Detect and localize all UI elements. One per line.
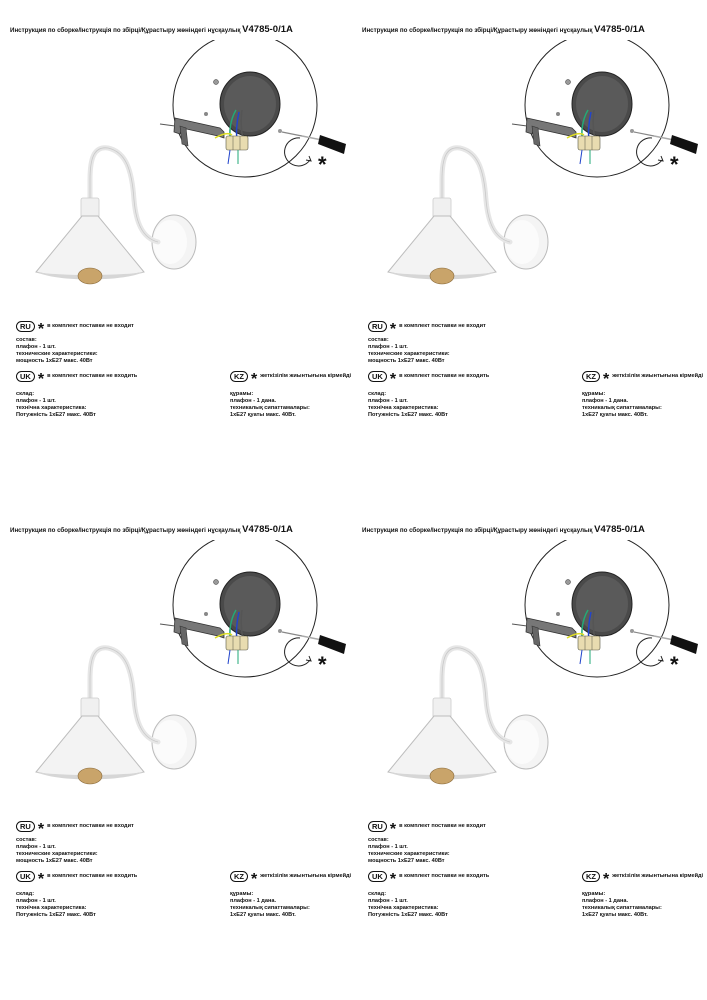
instruction-panel <box>362 510 702 990</box>
ru-note-row: RU * в комплект поставки не входит <box>16 321 134 332</box>
asterisk-icon: * <box>389 820 397 838</box>
lang-badge-ru: RU <box>16 821 35 832</box>
kz-note-row: KZ * жеткізілім жиынтығына кірмейді <box>230 871 351 882</box>
assembly-detail <box>512 540 669 677</box>
uk-specs: склад: плафон - 1 шт. технічна характеристика: Потужність 1хE27 макс. 40Вт <box>16 391 96 419</box>
assembly-detail <box>512 40 669 177</box>
asterisk-icon: * <box>389 370 397 388</box>
asterisk-icon: * <box>37 370 45 388</box>
ru-specs: состав: плафон - 1 шт. технические характеристики: мощность 1хE27 макс. 40Вт <box>16 337 98 365</box>
kz-specs: құрамы: плафон - 1 дана. техникалық сипаттамалары: 1хE27 қуаты макс. 40Вт. <box>230 891 310 919</box>
assembly-detail <box>160 40 317 177</box>
lang-badge-ru: RU <box>368 321 387 332</box>
uk-specs: склад: плафон - 1 шт. технічна характеристика: Потужність 1хE27 макс. 40Вт <box>368 391 448 419</box>
kz-specs: құрамы: плафон - 1 дана. техникалық сипаттамалары: 1хE27 қуаты макс. 40Вт. <box>582 391 662 419</box>
uk-note-row: UK * в комплект поставки не входить <box>16 371 137 382</box>
ru-note-row: RU * в комплект поставки не входит <box>368 821 486 832</box>
lang-badge-kz: KZ <box>582 871 600 882</box>
ru-note-row: RU * в комплект поставки не входит <box>368 321 486 332</box>
assembly-detail <box>160 540 317 677</box>
lang-badge-kz: KZ <box>582 371 600 382</box>
instruction-title: Инструкция по сборке/Інструкція по збірці/Құрастыру жөніндегі нұсқаулық V4785-0/1A <box>10 24 293 35</box>
kz-note-row: KZ * жеткізілім жиынтығына кірмейді <box>582 871 703 882</box>
lamp <box>36 148 196 284</box>
instruction-title: Инструкция по сборке/Інструкція по збірці/Құрастыру жөніндегі нұсқаулық V4785-0/1A <box>362 24 645 35</box>
lang-badge-kz: KZ <box>230 871 248 882</box>
lamp-illustration <box>362 540 702 790</box>
lang-badge-uk: UK <box>16 871 35 882</box>
asterisk-icon: * <box>251 870 258 888</box>
uk-note-row: UK * в комплект поставки не входить <box>368 871 489 882</box>
asterisk-icon: * <box>318 152 327 177</box>
asterisk-icon: * <box>389 320 397 338</box>
lamp <box>388 148 548 284</box>
ru-note-row: RU * в комплект поставки не входит <box>16 821 134 832</box>
lamp-illustration <box>10 40 350 290</box>
asterisk-icon: * <box>603 370 610 388</box>
kz-specs: құрамы: плафон - 1 дана. техникалық сипаттамалары: 1хE27 қуаты макс. 40Вт. <box>230 391 310 419</box>
kz-specs: құрамы: плафон - 1 дана. техникалық сипаттамалары: 1хE27 қуаты макс. 40Вт. <box>582 891 662 919</box>
ru-specs: состав: плафон - 1 шт. технические характеристики: мощность 1хE27 макс. 40Вт <box>16 837 98 865</box>
lang-badge-uk: UK <box>368 371 387 382</box>
asterisk-icon: * <box>37 320 45 338</box>
lamp-illustration <box>362 40 702 290</box>
uk-specs: склад: плафон - 1 шт. технічна характеристика: Потужність 1хE27 макс. 40Вт <box>16 891 96 919</box>
asterisk-icon: * <box>670 152 679 177</box>
instruction-title: Инструкция по сборке/Інструкція по збірці/Құрастыру жөніндегі нұсқаулық V4785-0/1A <box>10 524 293 535</box>
lang-badge-uk: UK <box>16 371 35 382</box>
uk-specs: склад: плафон - 1 шт. технічна характеристика: Потужність 1хE27 макс. 40Вт <box>368 891 448 919</box>
lang-badge-kz: KZ <box>230 371 248 382</box>
lamp <box>388 648 548 784</box>
lang-badge-ru: RU <box>16 321 35 332</box>
asterisk-icon: * <box>670 652 679 677</box>
uk-note-row: UK * в комплект поставки не входить <box>368 371 489 382</box>
kz-note-row: KZ * жеткізілім жиынтығына кірмейді <box>230 371 351 382</box>
asterisk-icon: * <box>37 820 45 838</box>
ru-specs: состав: плафон - 1 шт. технические характеристики: мощность 1хE27 макс. 40Вт <box>368 837 450 865</box>
model-number: V4785-0/1A <box>594 24 645 35</box>
lang-badge-uk: UK <box>368 871 387 882</box>
lamp <box>36 648 196 784</box>
uk-note-row: UK * в комплект поставки не входить <box>16 871 137 882</box>
asterisk-icon: * <box>603 870 610 888</box>
instruction-panel <box>10 10 350 490</box>
model-number: V4785-0/1A <box>242 524 293 535</box>
asterisk-icon: * <box>251 370 258 388</box>
lang-badge-ru: RU <box>368 821 387 832</box>
model-number: V4785-0/1A <box>594 524 645 535</box>
instruction-panel <box>10 510 350 990</box>
instruction-title: Инструкция по сборке/Інструкція по збірці/Құрастыру жөніндегі нұсқаулық V4785-0/1A <box>362 524 645 535</box>
instruction-panel <box>362 10 702 490</box>
asterisk-icon: * <box>389 870 397 888</box>
ru-specs: состав: плафон - 1 шт. технические характеристики: мощность 1хE27 макс. 40Вт <box>368 337 450 365</box>
kz-note-row: KZ * жеткізілім жиынтығына кірмейді <box>582 371 703 382</box>
asterisk-icon: * <box>318 652 327 677</box>
asterisk-icon: * <box>37 870 45 888</box>
lamp-illustration <box>10 540 350 790</box>
model-number: V4785-0/1A <box>242 24 293 35</box>
